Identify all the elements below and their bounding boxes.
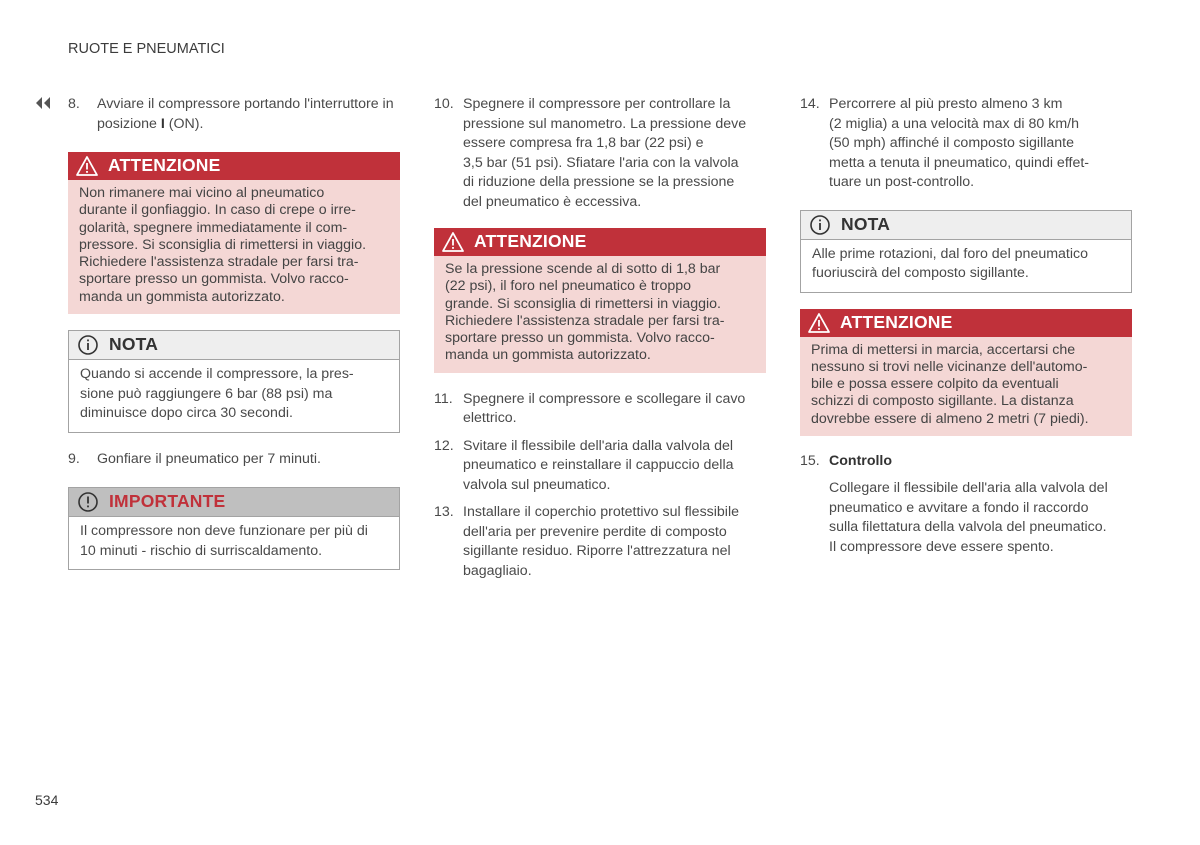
note-body: Quando si accende il compressore, la pres- sione può raggiungere 6 bar (88 psi) ma diminuisce dopo circa 30 secondi. <box>69 360 399 432</box>
column-3 <box>800 95 1132 557</box>
note-box <box>68 330 400 433</box>
warning-triangle-icon <box>76 155 98 177</box>
warning-triangle-icon <box>808 312 830 334</box>
warning-title: ATTENZIONE <box>840 311 953 332</box>
warning-body: Non rimanere mai vicino al pneumatico durante il gonfiaggio. In caso di crepe o irre- golarità, spegnere immediatamente il com- pressore. Si sconsiglia di rimettersi in viaggio. Richiedere l'assistenza stradale per farsi tra- sportare presso un gommista. Volvo racco- manda un gommista autorizzato. <box>68 180 400 314</box>
warning-header <box>68 152 400 180</box>
note-box <box>800 210 1132 293</box>
double-chevron-left-icon[interactable] <box>33 96 53 110</box>
warning-body: Prima di mettersi in marcia, accertarsi che nessuno si trovi nelle vicinanze dell'automo- bile e possa essere colpito da eventuali schizzi di composto sigillante. La distanza dovrebbe essere di almeno 2 metri (7 piedi). <box>800 337 1132 436</box>
step-number: 9. <box>68 450 80 467</box>
step-13 <box>434 503 766 581</box>
step-15 <box>800 452 1132 472</box>
step-9 <box>68 450 400 470</box>
important-title: IMPORTANTE <box>109 491 226 512</box>
important-box <box>68 487 400 570</box>
warning-header <box>434 228 766 256</box>
step-text: Percorrere al più presto almeno 3 km (2 miglia) a una velocità max di 80 km/h (50 mph) affinché il composto sigillante metta a tenuta il pneumatico, quindi effet- tuare un post-controllo. <box>829 96 1090 190</box>
step-8 <box>68 95 400 134</box>
note-header <box>801 211 1131 240</box>
warning-title: ATTENZIONE <box>474 231 587 252</box>
section-title: RUOTE E PNEUMATICI <box>68 41 225 57</box>
step-text: Spegnere il compressore e scollegare il cavo elettrico. <box>463 390 746 427</box>
column-1 <box>68 95 400 570</box>
warning-box <box>434 228 766 373</box>
info-circle-icon <box>77 334 99 356</box>
note-body: Alle prime rotazioni, dal foro del pneumatico fuoriuscirà del composto sigillante. <box>801 240 1131 292</box>
step-number: 15. <box>800 452 820 469</box>
warning-triangle-icon <box>442 231 464 253</box>
step-title: Controllo <box>829 452 893 469</box>
column-2 <box>434 95 766 581</box>
step-text: Installare il coperchio protettivo sul flessibile dell'aria per prevenire perdite di composto sigillante residuo. Riporre l'attrezzatura nel bagagliaio. <box>463 504 739 579</box>
step-15-text: Collegare il flessibile dell'aria alla valvola del pneumatico e avvitare a fondo il raccordo sulla filettatura della valvola del pneumatico. Il compressore deve essere spento. <box>829 480 1108 555</box>
step-text: Spegnere il compressore per controllare la pressione sul manometro. La pressione deve essere compresa fra 1,8 bar (22 psi) e 3,5 bar (51 psi). Sfiatare l'aria con la valvola di riduzione della pressione se la pressione del pneumatico è eccessiva. <box>463 96 747 210</box>
step-14 <box>800 95 1132 193</box>
warning-header <box>800 309 1132 337</box>
step-number: 13. <box>434 504 454 521</box>
step-number: 11. <box>434 390 453 407</box>
warning-body: Se la pressione scende al di sotto di 1,8 bar (22 psi), il foro nel pneumatico è troppo grande. Si sconsiglia di rimettersi in viaggio. Richiedere l'assistenza stradale per farsi tra- sportare presso un gommista. Volvo racco- manda un gommista autorizzato. <box>434 256 766 373</box>
step-12 <box>434 437 766 496</box>
step-number: 12. <box>434 437 454 454</box>
note-title: NOTA <box>109 334 159 355</box>
step-text: Avviare il compressore portando l'interruttore in posizione I (ON). <box>97 96 394 132</box>
note-header <box>69 331 399 360</box>
page-number: 534 <box>35 792 59 808</box>
step-number: 10. <box>434 96 454 112</box>
step-number: 14. <box>800 96 820 112</box>
step-text: Svitare il flessibile dell'aria dalla valvola del pneumatico e reinstallare il cappuccio della valvola sul pneumatico. <box>463 437 734 493</box>
step-10 <box>434 95 766 212</box>
step-number: 8. <box>68 96 80 112</box>
step-text: Gonfiare il pneumatico per 7 minuti. <box>97 450 321 467</box>
note-title: NOTA <box>841 213 891 234</box>
warning-box <box>68 152 400 314</box>
step-11 <box>434 390 766 429</box>
warning-title: ATTENZIONE <box>108 155 221 176</box>
important-body: Il compressore non deve funzionare per più di 10 minuti - rischio di surriscaldamento. <box>69 517 399 569</box>
exclamation-circle-icon <box>77 491 99 513</box>
warning-box <box>800 309 1132 436</box>
info-circle-icon <box>809 214 831 236</box>
important-header <box>69 488 399 517</box>
